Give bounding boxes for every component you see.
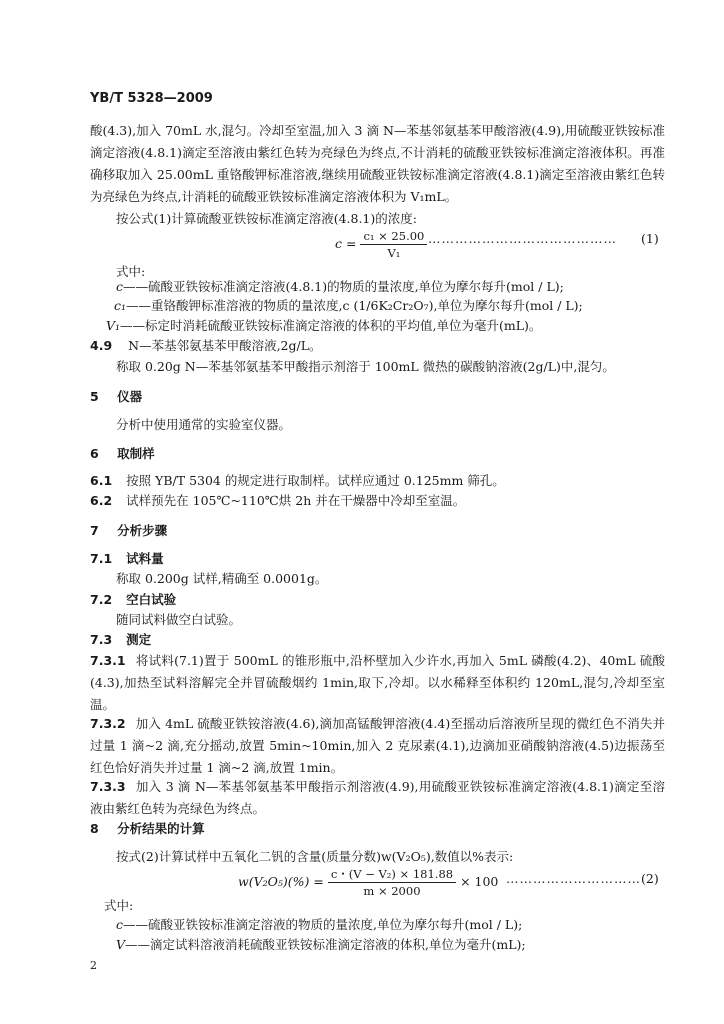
formula1-number: (1) bbox=[641, 231, 659, 246]
formula2-tail: × 100 bbox=[460, 874, 499, 889]
formula2-numerator: c・(V − V₂) × 181.88 bbox=[328, 866, 456, 883]
section-7-3-1 bbox=[90, 650, 665, 716]
section-7-3-2-text: 加入 4mL 硫酸亚铁铵溶液(4.6),滴加高锰酸钾溶液(4.4)至摇动后溶液所呈现的微红色不消失并过量 1 滴~2 滴,充分摇动,放置 5min~10min,加入 2 克尿素(4.1),边滴加亚硝酸钠溶液(4.5)边振荡至红色恰好消失并过量 1 滴~2 滴,放置 1min。 bbox=[90, 716, 665, 775]
section-6-1 bbox=[90, 470, 505, 492]
formula1-denominator: V₁ bbox=[387, 246, 401, 260]
section-7-3-1-text: 将试料(7.1)置于 500mL 的锥形瓶中,沿杯壁加入少许水,再加入 5mL 磷酸(4.2)、40mL 硫酸(4.3),加热至试料溶解完全并冒硫酸烟约 1min,取下,冷却。以水稀释至体积约 120mL,混匀,冷却至室温。 bbox=[90, 653, 665, 712]
formula1-fraction bbox=[360, 228, 427, 261]
section-5-body: 分析中使用通常的实验室仪器。 bbox=[116, 417, 292, 432]
formula2-leader-dots: ………………………… bbox=[506, 871, 641, 886]
where1-text: ——重铬酸钾标准溶液的物质的量浓度,c (1/6K₂Cr₂O₇),单位为摩尔每升(mol / L); bbox=[126, 298, 583, 313]
where1-text: ——硫酸亚铁铵标准滴定溶液(4.8.1)的物质的量浓度,单位为摩尔每升(mol / L); bbox=[123, 279, 564, 294]
section-6-2-number: 6.2 bbox=[90, 493, 113, 508]
section-7-title: 分析步骤 bbox=[117, 523, 168, 538]
where2-text: ——滴定试料溶液消耗硫酸亚铁铵标准滴定溶液的体积,单位为毫升(mL); bbox=[125, 937, 526, 952]
section-8-number: 8 bbox=[90, 821, 99, 836]
formula2-number: (2) bbox=[641, 871, 659, 886]
section-7-1-heading bbox=[90, 548, 164, 570]
section-7-3-heading bbox=[90, 629, 151, 651]
where1-symbol: c bbox=[116, 279, 124, 294]
section-7-3-1-number: 7.3.1 bbox=[90, 653, 126, 668]
section-7-3-title: 测定 bbox=[126, 632, 152, 647]
section-8-title: 分析结果的计算 bbox=[117, 821, 205, 836]
where1-item bbox=[114, 295, 583, 317]
section-6-title: 取制样 bbox=[117, 446, 155, 461]
section-5-number: 5 bbox=[90, 389, 99, 404]
section-7-3-3-text: 加入 3 滴 N—苯基邻氨基苯甲酸指示剂溶液(4.9),用硫酸亚铁铵标准滴定溶液(4.8.1)滴定至溶液由紫红色转为亮绿色为终点。 bbox=[90, 779, 665, 816]
section-7-1-body: 称取 0.200g 试样,精确至 0.0001g。 bbox=[116, 571, 328, 586]
section-6-number: 6 bbox=[90, 446, 99, 461]
section-7-3-2 bbox=[90, 713, 665, 779]
section-7-3-3-number: 7.3.3 bbox=[90, 779, 126, 794]
where1-symbol: c₁ bbox=[114, 298, 127, 313]
where2-text: ——硫酸亚铁铵标准滴定溶液的物质的量浓度,单位为摩尔每升(mol / L); bbox=[123, 917, 523, 932]
section-7-3-2-number: 7.3.2 bbox=[90, 716, 126, 731]
where2-item bbox=[116, 934, 526, 956]
formula2-fraction bbox=[328, 866, 456, 899]
section-7-2-body: 随同试料做空白试验。 bbox=[116, 612, 242, 627]
where2-item bbox=[116, 914, 522, 936]
formula1-lhs: c = bbox=[335, 236, 357, 251]
formula1-numerator: c₁ × 25.00 bbox=[360, 228, 427, 245]
where2-symbol: V bbox=[116, 937, 126, 952]
section-7-2-number: 7.2 bbox=[90, 592, 113, 607]
section-7-2-title: 空白试验 bbox=[126, 592, 177, 607]
paragraph-titration-procedure: 酸(4.3),加入 70mL 水,混匀。冷却至室温,加入 3 滴 N—苯基邻氨基苯甲酸溶液(4.9),用硫酸亚铁铵标准滴定溶液(4.8.1)滴定至溶液由紫红色转为亮绿色为终点,不计消耗的硫酸亚铁铵标准滴定溶液体积。再准确移取加入 25.00mL 重铬酸钾标准溶液,继续用硫酸亚铁铵标准滴定溶液(4.8.1)滴定至溶液由紫红色转为亮绿色为终点,计消耗的硫酸亚铁铵标准滴定溶液体积为 V₁mL。 bbox=[90, 123, 665, 204]
section-6-1-text: 按照 YB/T 5304 的规定进行取制样。试样应通过 0.125mm 筛孔。 bbox=[126, 473, 505, 488]
section-7-number: 7 bbox=[90, 523, 99, 538]
where1-symbol: V₁ bbox=[106, 318, 121, 333]
where1-item bbox=[106, 315, 541, 337]
formula-2 bbox=[238, 866, 498, 899]
section-7-1-title: 试料量 bbox=[126, 551, 164, 566]
section-7-heading bbox=[90, 520, 167, 542]
section-5-heading bbox=[90, 386, 142, 408]
section-7-2-heading bbox=[90, 589, 176, 611]
section-6-2-text: 试样预先在 105℃~110℃烘 2h 并在干燥器中冷却至室温。 bbox=[126, 493, 466, 508]
formula2-denominator: m × 2000 bbox=[363, 884, 421, 898]
section-5-title: 仪器 bbox=[117, 389, 143, 404]
section-7-3-number: 7.3 bbox=[90, 632, 113, 647]
section-6-heading bbox=[90, 443, 155, 465]
standard-code-header: YB/T 5328—2009 bbox=[90, 91, 213, 106]
formula2-lhs: w(V₂O₅)(%) = bbox=[238, 874, 324, 889]
section-8-heading bbox=[90, 818, 205, 840]
section-6-2 bbox=[90, 490, 465, 512]
formula1-leader-dots: …………………………………… bbox=[428, 231, 617, 246]
section-4-9-heading bbox=[90, 335, 322, 357]
paragraph-formula1-intro: 按公式(1)计算硫酸亚铁铵标准滴定溶液(4.8.1)的浓度: bbox=[116, 211, 417, 226]
section-4-9-body: 称取 0.20g N—苯基邻氨基苯甲酸指示剂溶于 100mL 微热的碳酸钠溶液(2g/L)中,混匀。 bbox=[116, 359, 615, 374]
formula-1 bbox=[335, 228, 427, 261]
where2-symbol: c bbox=[116, 917, 124, 932]
section-7-3-3 bbox=[90, 776, 665, 820]
where1-intro: 式中: bbox=[116, 264, 146, 279]
where1-text: ——标定时消耗硫酸亚铁铵标准滴定溶液的体积的平均值,单位为毫升(mL)。 bbox=[120, 318, 542, 333]
section-4-9-number: 4.9 bbox=[90, 338, 113, 353]
section-4-9-title: N—苯基邻氨基苯甲酸溶液,2g/L。 bbox=[128, 338, 322, 353]
section-7-1-number: 7.1 bbox=[90, 551, 113, 566]
where2-intro: 式中: bbox=[104, 898, 134, 913]
section-6-1-number: 6.1 bbox=[90, 473, 113, 488]
section-8-intro: 按式(2)计算试样中五氧化二钒的含量(质量分数)w(V₂O₅),数值以%表示: bbox=[116, 849, 514, 864]
page-number: 2 bbox=[90, 959, 97, 972]
